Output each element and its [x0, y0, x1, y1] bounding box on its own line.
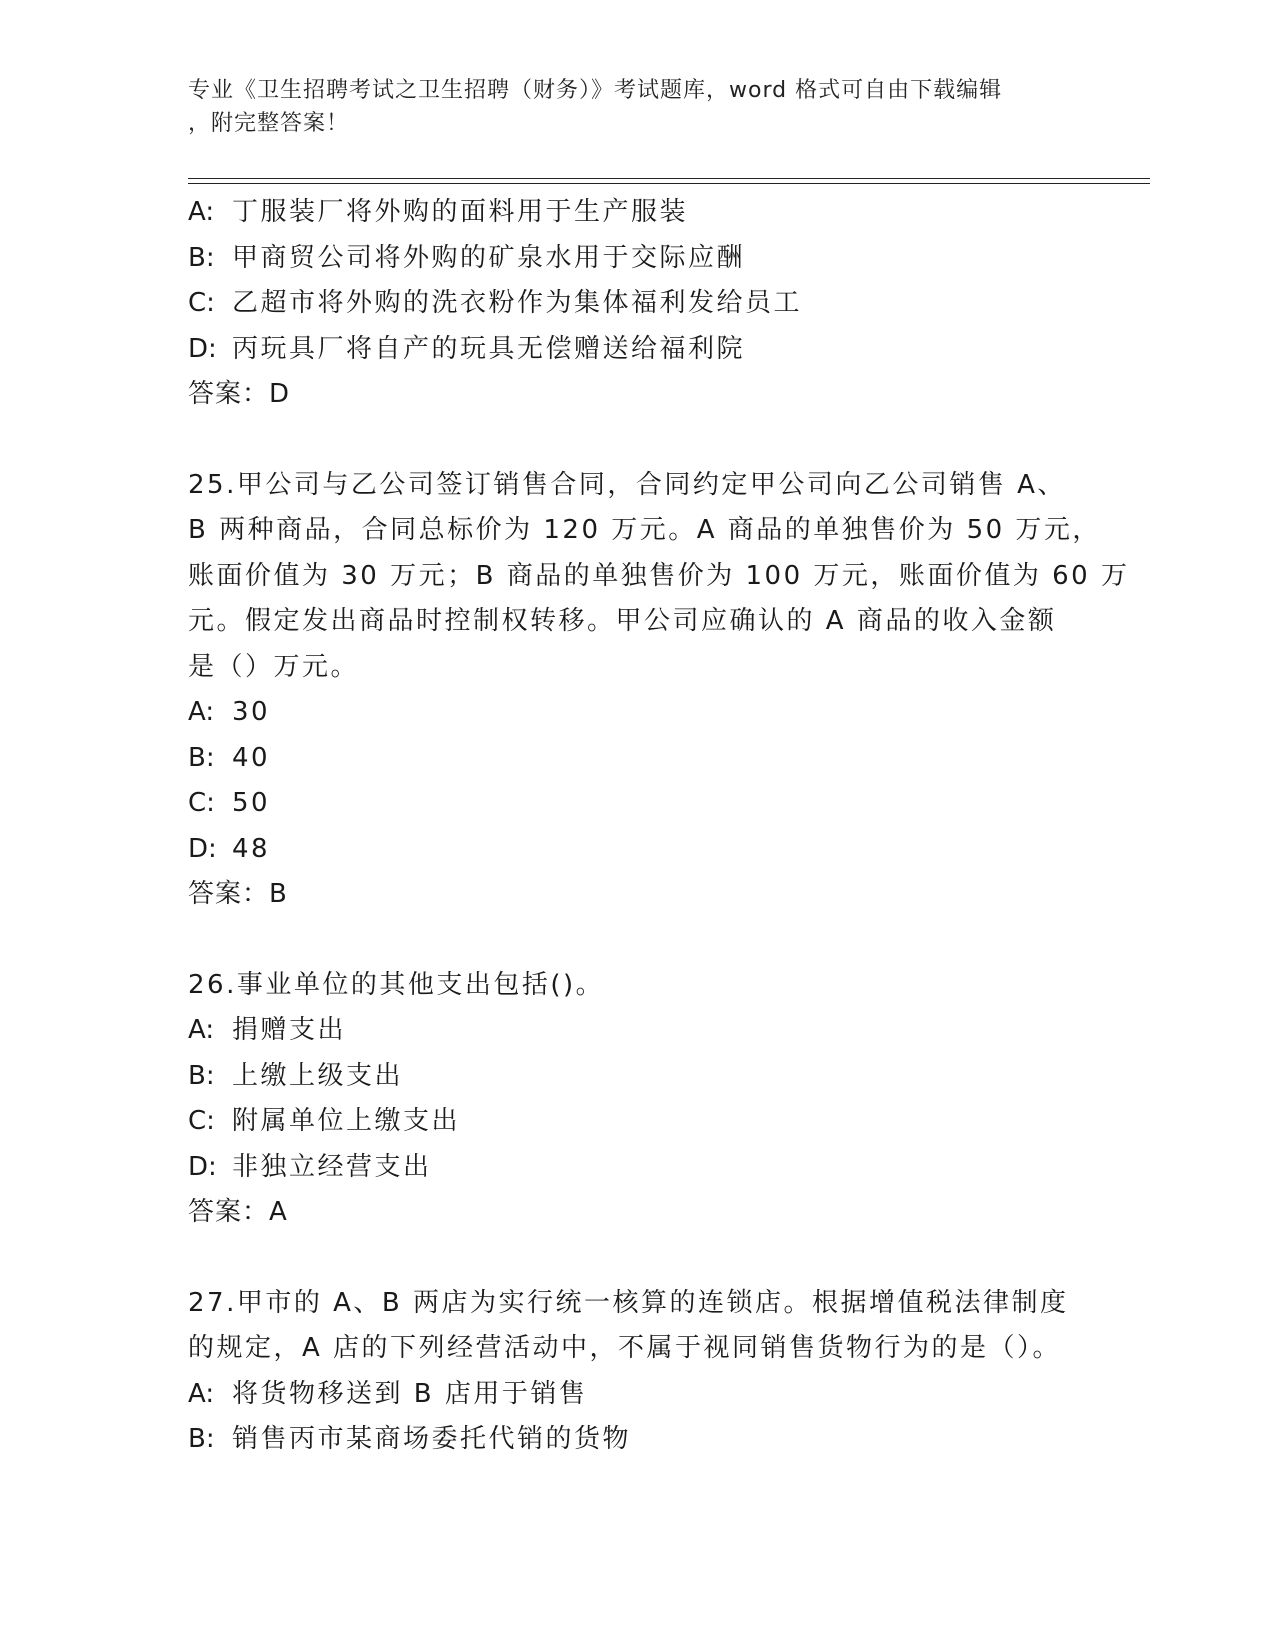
option-d: D: 48 — [188, 833, 271, 864]
question-content — [188, 190, 1130, 1463]
answer: 答案：A — [188, 1197, 288, 1227]
question-stem-line: 26.事业单位的其他支出包括()。 — [188, 969, 605, 1000]
spacer — [188, 418, 1088, 463]
question-24 — [188, 190, 1088, 418]
option-c: C: 附属单位上缴支出 — [188, 1106, 461, 1136]
header-line-1: 专业《卫生招聘考试之卫生招聘（财务）》考试题库，word 格式可自由下载编辑 — [188, 78, 1003, 103]
question-stem-line: 元。假定发出商品时控制权转移。甲公司应确认的 A 商品的收入金额 — [188, 606, 1057, 636]
option-b: B: 销售丙市某商场委托代销的货物 — [188, 1424, 632, 1454]
option-b: B: 40 — [188, 742, 271, 773]
option-b: B: 甲商贸公司将外购的矿泉水用于交际应酬 — [188, 242, 746, 273]
question-stem-line: B 两种商品，合同总标价为 120 万元。A 商品的单独售价为 50 万元， — [188, 515, 1101, 545]
question-stem-line: 27.甲市的 A、B 两店为实行统一核算的连锁店。根据增值税法律制度 — [188, 1287, 1069, 1318]
question-26 — [188, 963, 1088, 1236]
spacer — [188, 918, 1088, 963]
question-stem-line: 是（）万元。 — [188, 651, 360, 682]
option-d: D: 非独立经营支出 — [188, 1151, 432, 1182]
question-stem-line: 账面价值为 30 万元；B 商品的单独售价为 100 万元，账面价值为 60 万 — [188, 560, 1130, 591]
spacer — [188, 1236, 1088, 1281]
option-a: A: 捐赠支出 — [188, 1015, 347, 1045]
option-a: A: 将货物移送到 B 店用于销售 — [188, 1378, 588, 1409]
header-line-2: ，附完整答案！ — [188, 111, 350, 136]
option-a: A: 丁服装厂将外购的面料用于生产服装 — [188, 197, 689, 227]
header-rule-top — [188, 178, 1150, 179]
answer: 答案：B — [188, 879, 288, 909]
question-stem-line: 的规定，A 店的下列经营活动中，不属于视同销售货物行为的是（）。 — [188, 1333, 1062, 1363]
answer: 答案：D — [188, 379, 291, 409]
question-25 — [188, 463, 1130, 918]
option-c: C: 50 — [188, 788, 271, 818]
question-27 — [188, 1281, 1088, 1463]
option-a: A: 30 — [188, 697, 271, 727]
option-d: D: 丙玩具厂将自产的玩具无偿赠送给福利院 — [188, 333, 746, 364]
option-c: C: 乙超市将外购的洗衣粉作为集体福利发给员工 — [188, 288, 803, 318]
header-rule-bottom — [188, 183, 1150, 184]
document-header — [188, 74, 1088, 140]
question-stem-line: 25.甲公司与乙公司签订销售合同，合同约定甲公司向乙公司销售 A、 — [188, 469, 1066, 500]
option-b: B: 上缴上级支出 — [188, 1060, 404, 1091]
